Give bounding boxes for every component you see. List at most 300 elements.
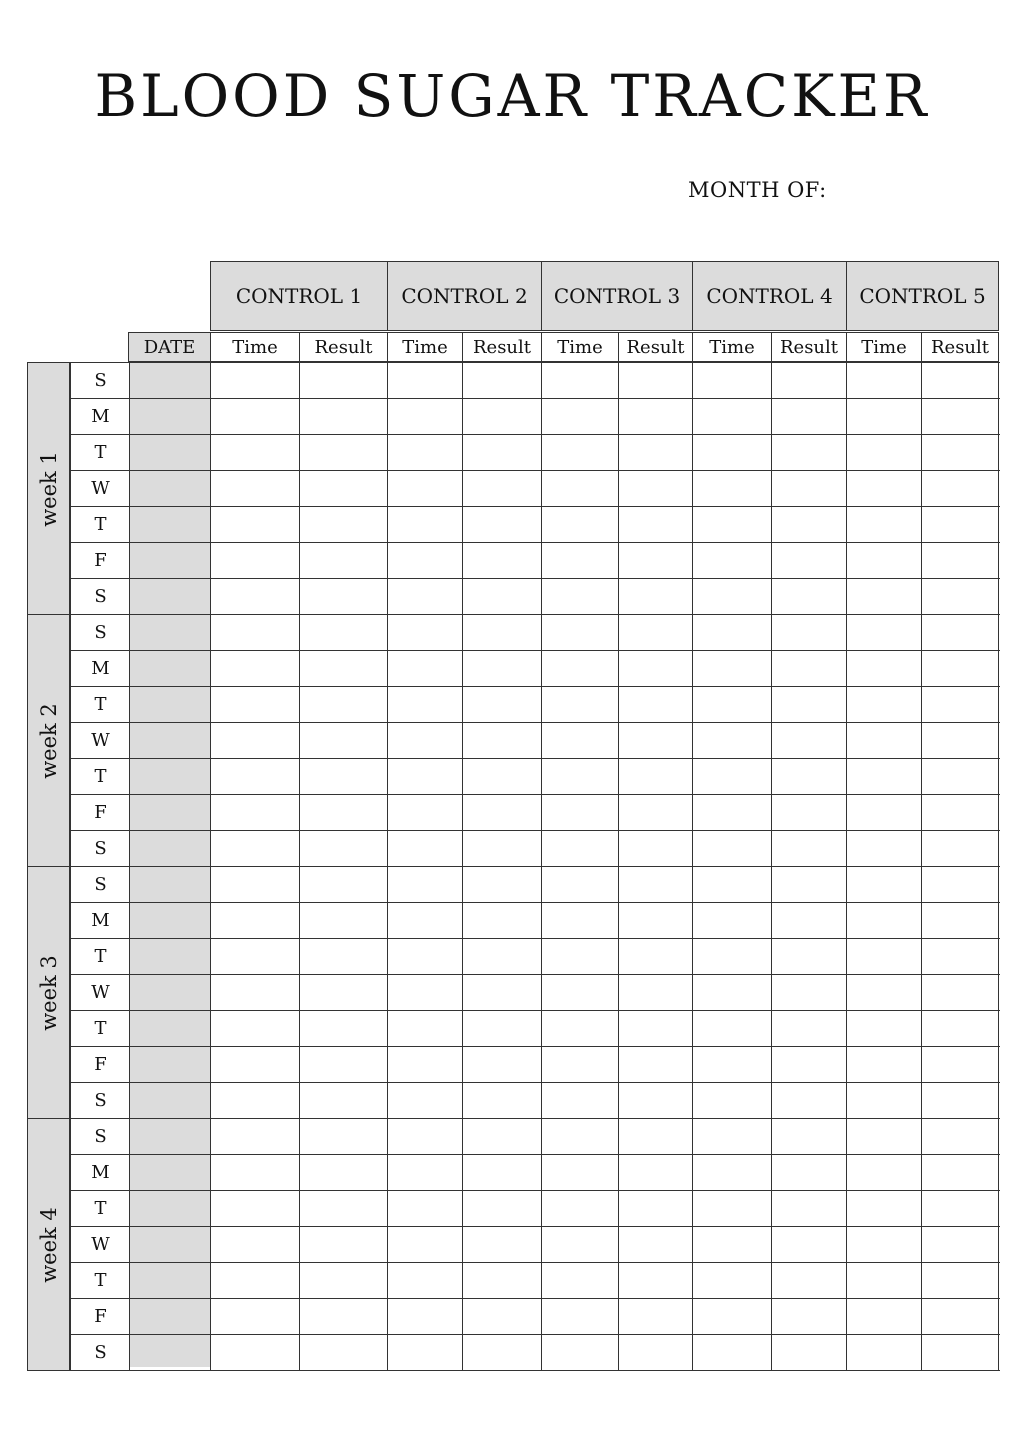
time-cell[interactable]: [543, 544, 617, 577]
time-cell[interactable]: [389, 1300, 461, 1333]
result-cell[interactable]: [923, 580, 997, 613]
result-cell[interactable]: [773, 436, 845, 469]
date-cell[interactable]: [131, 1012, 209, 1045]
date-cell[interactable]: [131, 1300, 209, 1333]
time-cell[interactable]: [848, 580, 920, 613]
result-cell[interactable]: [464, 940, 540, 973]
time-cell[interactable]: [212, 688, 298, 721]
time-cell[interactable]: [848, 508, 920, 541]
result-cell[interactable]: [923, 1012, 997, 1045]
time-cell[interactable]: [694, 364, 770, 397]
date-cell[interactable]: [131, 472, 209, 505]
time-cell[interactable]: [848, 1084, 920, 1117]
result-cell[interactable]: [923, 796, 997, 829]
date-cell[interactable]: [131, 652, 209, 685]
date-cell[interactable]: [131, 580, 209, 613]
result-cell[interactable]: [620, 1120, 691, 1153]
result-cell[interactable]: [620, 1336, 691, 1369]
result-cell[interactable]: [301, 1336, 386, 1369]
time-cell[interactable]: [389, 1192, 461, 1225]
result-cell[interactable]: [773, 544, 845, 577]
date-cell[interactable]: [131, 1264, 209, 1297]
result-cell[interactable]: [923, 760, 997, 793]
result-cell[interactable]: [923, 1192, 997, 1225]
result-cell[interactable]: [773, 1264, 845, 1297]
result-cell[interactable]: [464, 1264, 540, 1297]
result-cell[interactable]: [464, 976, 540, 1009]
time-cell[interactable]: [212, 1120, 298, 1153]
date-cell[interactable]: [131, 616, 209, 649]
result-cell[interactable]: [464, 796, 540, 829]
time-cell[interactable]: [694, 724, 770, 757]
result-cell[interactable]: [301, 760, 386, 793]
result-cell[interactable]: [773, 400, 845, 433]
result-cell[interactable]: [301, 1120, 386, 1153]
time-cell[interactable]: [694, 1336, 770, 1369]
result-cell[interactable]: [301, 1048, 386, 1081]
time-cell[interactable]: [212, 976, 298, 1009]
time-cell[interactable]: [694, 904, 770, 937]
time-cell[interactable]: [694, 976, 770, 1009]
time-cell[interactable]: [389, 904, 461, 937]
time-cell[interactable]: [389, 1264, 461, 1297]
time-cell[interactable]: [543, 940, 617, 973]
result-cell[interactable]: [301, 652, 386, 685]
time-cell[interactable]: [848, 400, 920, 433]
time-cell[interactable]: [694, 1300, 770, 1333]
time-cell[interactable]: [694, 436, 770, 469]
result-cell[interactable]: [301, 508, 386, 541]
result-cell[interactable]: [923, 472, 997, 505]
time-cell[interactable]: [212, 1012, 298, 1045]
time-cell[interactable]: [389, 832, 461, 865]
time-cell[interactable]: [848, 868, 920, 901]
result-cell[interactable]: [923, 868, 997, 901]
result-cell[interactable]: [464, 1300, 540, 1333]
result-cell[interactable]: [923, 436, 997, 469]
result-cell[interactable]: [773, 1120, 845, 1153]
time-cell[interactable]: [389, 796, 461, 829]
result-cell[interactable]: [773, 1084, 845, 1117]
time-cell[interactable]: [212, 760, 298, 793]
result-cell[interactable]: [464, 688, 540, 721]
result-cell[interactable]: [773, 652, 845, 685]
result-cell[interactable]: [923, 688, 997, 721]
time-cell[interactable]: [212, 616, 298, 649]
date-cell[interactable]: [131, 400, 209, 433]
result-cell[interactable]: [301, 688, 386, 721]
time-cell[interactable]: [389, 868, 461, 901]
time-cell[interactable]: [543, 1156, 617, 1189]
date-cell[interactable]: [131, 1048, 209, 1081]
date-cell[interactable]: [131, 688, 209, 721]
time-cell[interactable]: [543, 364, 617, 397]
time-cell[interactable]: [212, 1228, 298, 1261]
time-cell[interactable]: [543, 688, 617, 721]
time-cell[interactable]: [389, 1048, 461, 1081]
time-cell[interactable]: [543, 1084, 617, 1117]
result-cell[interactable]: [620, 904, 691, 937]
result-cell[interactable]: [923, 1336, 997, 1369]
time-cell[interactable]: [694, 544, 770, 577]
time-cell[interactable]: [848, 472, 920, 505]
result-cell[interactable]: [301, 976, 386, 1009]
result-cell[interactable]: [301, 940, 386, 973]
result-cell[interactable]: [301, 400, 386, 433]
result-cell[interactable]: [923, 1300, 997, 1333]
time-cell[interactable]: [848, 1012, 920, 1045]
time-cell[interactable]: [848, 1300, 920, 1333]
result-cell[interactable]: [464, 508, 540, 541]
date-cell[interactable]: [131, 724, 209, 757]
time-cell[interactable]: [694, 760, 770, 793]
time-cell[interactable]: [543, 832, 617, 865]
time-cell[interactable]: [389, 364, 461, 397]
result-cell[interactable]: [923, 1264, 997, 1297]
date-cell[interactable]: [131, 760, 209, 793]
date-cell[interactable]: [131, 796, 209, 829]
time-cell[interactable]: [212, 580, 298, 613]
time-cell[interactable]: [543, 652, 617, 685]
time-cell[interactable]: [848, 364, 920, 397]
time-cell[interactable]: [694, 580, 770, 613]
result-cell[interactable]: [301, 1264, 386, 1297]
time-cell[interactable]: [848, 1228, 920, 1261]
result-cell[interactable]: [464, 580, 540, 613]
date-cell[interactable]: [131, 1156, 209, 1189]
result-cell[interactable]: [773, 1048, 845, 1081]
time-cell[interactable]: [694, 1156, 770, 1189]
result-cell[interactable]: [301, 616, 386, 649]
time-cell[interactable]: [389, 724, 461, 757]
time-cell[interactable]: [543, 796, 617, 829]
time-cell[interactable]: [543, 1192, 617, 1225]
date-cell[interactable]: [131, 1336, 209, 1369]
result-cell[interactable]: [773, 1300, 845, 1333]
result-cell[interactable]: [923, 1228, 997, 1261]
date-cell[interactable]: [131, 436, 209, 469]
result-cell[interactable]: [620, 976, 691, 1009]
time-cell[interactable]: [848, 940, 920, 973]
result-cell[interactable]: [464, 1012, 540, 1045]
result-cell[interactable]: [301, 796, 386, 829]
time-cell[interactable]: [212, 400, 298, 433]
result-cell[interactable]: [620, 1084, 691, 1117]
result-cell[interactable]: [301, 1012, 386, 1045]
result-cell[interactable]: [923, 940, 997, 973]
date-cell[interactable]: [131, 976, 209, 1009]
time-cell[interactable]: [389, 688, 461, 721]
result-cell[interactable]: [301, 544, 386, 577]
time-cell[interactable]: [389, 652, 461, 685]
result-cell[interactable]: [464, 1192, 540, 1225]
time-cell[interactable]: [389, 508, 461, 541]
result-cell[interactable]: [464, 1084, 540, 1117]
result-cell[interactable]: [620, 616, 691, 649]
result-cell[interactable]: [773, 1156, 845, 1189]
time-cell[interactable]: [848, 436, 920, 469]
result-cell[interactable]: [620, 400, 691, 433]
result-cell[interactable]: [620, 1192, 691, 1225]
result-cell[interactable]: [620, 1012, 691, 1045]
time-cell[interactable]: [848, 1264, 920, 1297]
time-cell[interactable]: [389, 976, 461, 1009]
result-cell[interactable]: [923, 904, 997, 937]
time-cell[interactable]: [543, 1048, 617, 1081]
time-cell[interactable]: [694, 1228, 770, 1261]
result-cell[interactable]: [620, 940, 691, 973]
time-cell[interactable]: [848, 904, 920, 937]
date-cell[interactable]: [131, 1084, 209, 1117]
time-cell[interactable]: [389, 1012, 461, 1045]
time-cell[interactable]: [212, 1300, 298, 1333]
result-cell[interactable]: [620, 472, 691, 505]
result-cell[interactable]: [301, 724, 386, 757]
result-cell[interactable]: [301, 868, 386, 901]
time-cell[interactable]: [694, 1084, 770, 1117]
result-cell[interactable]: [620, 688, 691, 721]
time-cell[interactable]: [389, 1156, 461, 1189]
time-cell[interactable]: [848, 796, 920, 829]
time-cell[interactable]: [212, 1264, 298, 1297]
result-cell[interactable]: [773, 832, 845, 865]
result-cell[interactable]: [301, 1156, 386, 1189]
time-cell[interactable]: [694, 1012, 770, 1045]
time-cell[interactable]: [848, 616, 920, 649]
time-cell[interactable]: [848, 1156, 920, 1189]
result-cell[interactable]: [620, 364, 691, 397]
time-cell[interactable]: [543, 400, 617, 433]
result-cell[interactable]: [620, 580, 691, 613]
result-cell[interactable]: [464, 544, 540, 577]
result-cell[interactable]: [464, 1048, 540, 1081]
time-cell[interactable]: [212, 1084, 298, 1117]
result-cell[interactable]: [773, 1012, 845, 1045]
result-cell[interactable]: [464, 364, 540, 397]
result-cell[interactable]: [923, 364, 997, 397]
result-cell[interactable]: [464, 832, 540, 865]
result-cell[interactable]: [620, 544, 691, 577]
time-cell[interactable]: [212, 1192, 298, 1225]
result-cell[interactable]: [773, 1336, 845, 1369]
time-cell[interactable]: [389, 1084, 461, 1117]
time-cell[interactable]: [543, 760, 617, 793]
time-cell[interactable]: [543, 1228, 617, 1261]
time-cell[interactable]: [212, 1156, 298, 1189]
result-cell[interactable]: [923, 544, 997, 577]
time-cell[interactable]: [543, 1264, 617, 1297]
time-cell[interactable]: [543, 472, 617, 505]
time-cell[interactable]: [212, 1048, 298, 1081]
time-cell[interactable]: [389, 436, 461, 469]
time-cell[interactable]: [212, 904, 298, 937]
time-cell[interactable]: [848, 544, 920, 577]
result-cell[interactable]: [923, 508, 997, 541]
date-cell[interactable]: [131, 868, 209, 901]
date-cell[interactable]: [131, 1120, 209, 1153]
time-cell[interactable]: [212, 472, 298, 505]
result-cell[interactable]: [773, 364, 845, 397]
time-cell[interactable]: [212, 832, 298, 865]
time-cell[interactable]: [543, 1300, 617, 1333]
result-cell[interactable]: [773, 616, 845, 649]
result-cell[interactable]: [620, 1228, 691, 1261]
result-cell[interactable]: [301, 580, 386, 613]
time-cell[interactable]: [212, 940, 298, 973]
time-cell[interactable]: [543, 904, 617, 937]
result-cell[interactable]: [923, 1048, 997, 1081]
time-cell[interactable]: [543, 1012, 617, 1045]
result-cell[interactable]: [773, 508, 845, 541]
result-cell[interactable]: [301, 364, 386, 397]
time-cell[interactable]: [848, 1120, 920, 1153]
result-cell[interactable]: [773, 724, 845, 757]
result-cell[interactable]: [301, 1192, 386, 1225]
result-cell[interactable]: [773, 976, 845, 1009]
result-cell[interactable]: [773, 472, 845, 505]
result-cell[interactable]: [773, 796, 845, 829]
result-cell[interactable]: [620, 868, 691, 901]
time-cell[interactable]: [389, 544, 461, 577]
result-cell[interactable]: [620, 832, 691, 865]
time-cell[interactable]: [848, 760, 920, 793]
result-cell[interactable]: [464, 1228, 540, 1261]
result-cell[interactable]: [773, 1228, 845, 1261]
result-cell[interactable]: [301, 904, 386, 937]
result-cell[interactable]: [464, 400, 540, 433]
result-cell[interactable]: [923, 976, 997, 1009]
time-cell[interactable]: [212, 364, 298, 397]
result-cell[interactable]: [773, 868, 845, 901]
date-cell[interactable]: [131, 364, 209, 397]
result-cell[interactable]: [464, 1336, 540, 1369]
result-cell[interactable]: [464, 1120, 540, 1153]
result-cell[interactable]: [923, 652, 997, 685]
result-cell[interactable]: [464, 724, 540, 757]
time-cell[interactable]: [389, 400, 461, 433]
time-cell[interactable]: [212, 652, 298, 685]
result-cell[interactable]: [620, 796, 691, 829]
time-cell[interactable]: [212, 1336, 298, 1369]
result-cell[interactable]: [923, 1120, 997, 1153]
result-cell[interactable]: [464, 652, 540, 685]
result-cell[interactable]: [620, 436, 691, 469]
result-cell[interactable]: [773, 580, 845, 613]
result-cell[interactable]: [773, 760, 845, 793]
time-cell[interactable]: [694, 652, 770, 685]
result-cell[interactable]: [773, 940, 845, 973]
time-cell[interactable]: [848, 976, 920, 1009]
result-cell[interactable]: [923, 400, 997, 433]
time-cell[interactable]: [212, 796, 298, 829]
time-cell[interactable]: [543, 868, 617, 901]
date-cell[interactable]: [131, 832, 209, 865]
time-cell[interactable]: [848, 1192, 920, 1225]
result-cell[interactable]: [301, 1228, 386, 1261]
time-cell[interactable]: [543, 508, 617, 541]
result-cell[interactable]: [464, 616, 540, 649]
time-cell[interactable]: [694, 1264, 770, 1297]
result-cell[interactable]: [923, 616, 997, 649]
time-cell[interactable]: [543, 1120, 617, 1153]
result-cell[interactable]: [620, 508, 691, 541]
result-cell[interactable]: [923, 832, 997, 865]
time-cell[interactable]: [848, 652, 920, 685]
time-cell[interactable]: [212, 544, 298, 577]
time-cell[interactable]: [694, 688, 770, 721]
time-cell[interactable]: [389, 1228, 461, 1261]
result-cell[interactable]: [464, 760, 540, 793]
time-cell[interactable]: [543, 436, 617, 469]
result-cell[interactable]: [464, 436, 540, 469]
result-cell[interactable]: [620, 1300, 691, 1333]
time-cell[interactable]: [212, 436, 298, 469]
time-cell[interactable]: [389, 616, 461, 649]
time-cell[interactable]: [543, 724, 617, 757]
date-cell[interactable]: [131, 508, 209, 541]
result-cell[interactable]: [620, 1264, 691, 1297]
time-cell[interactable]: [543, 580, 617, 613]
time-cell[interactable]: [543, 976, 617, 1009]
time-cell[interactable]: [212, 724, 298, 757]
time-cell[interactable]: [694, 940, 770, 973]
time-cell[interactable]: [694, 400, 770, 433]
time-cell[interactable]: [848, 688, 920, 721]
result-cell[interactable]: [923, 724, 997, 757]
time-cell[interactable]: [389, 580, 461, 613]
time-cell[interactable]: [389, 760, 461, 793]
time-cell[interactable]: [694, 1192, 770, 1225]
result-cell[interactable]: [301, 832, 386, 865]
result-cell[interactable]: [301, 436, 386, 469]
time-cell[interactable]: [694, 508, 770, 541]
result-cell[interactable]: [773, 1192, 845, 1225]
time-cell[interactable]: [543, 616, 617, 649]
result-cell[interactable]: [773, 688, 845, 721]
time-cell[interactable]: [694, 1048, 770, 1081]
time-cell[interactable]: [694, 796, 770, 829]
time-cell[interactable]: [848, 724, 920, 757]
result-cell[interactable]: [464, 904, 540, 937]
result-cell[interactable]: [301, 1084, 386, 1117]
time-cell[interactable]: [848, 832, 920, 865]
time-cell[interactable]: [212, 508, 298, 541]
result-cell[interactable]: [620, 652, 691, 685]
time-cell[interactable]: [389, 940, 461, 973]
time-cell[interactable]: [848, 1048, 920, 1081]
time-cell[interactable]: [389, 1120, 461, 1153]
time-cell[interactable]: [694, 832, 770, 865]
date-cell[interactable]: [131, 1228, 209, 1261]
time-cell[interactable]: [694, 472, 770, 505]
result-cell[interactable]: [464, 868, 540, 901]
result-cell[interactable]: [464, 472, 540, 505]
result-cell[interactable]: [923, 1156, 997, 1189]
result-cell[interactable]: [773, 904, 845, 937]
time-cell[interactable]: [694, 1120, 770, 1153]
result-cell[interactable]: [301, 1300, 386, 1333]
time-cell[interactable]: [389, 1336, 461, 1369]
date-cell[interactable]: [131, 1192, 209, 1225]
result-cell[interactable]: [923, 1084, 997, 1117]
time-cell[interactable]: [212, 868, 298, 901]
result-cell[interactable]: [464, 1156, 540, 1189]
time-cell[interactable]: [389, 472, 461, 505]
result-cell[interactable]: [620, 1156, 691, 1189]
date-cell[interactable]: [131, 940, 209, 973]
time-cell[interactable]: [848, 1336, 920, 1369]
time-cell[interactable]: [543, 1336, 617, 1369]
